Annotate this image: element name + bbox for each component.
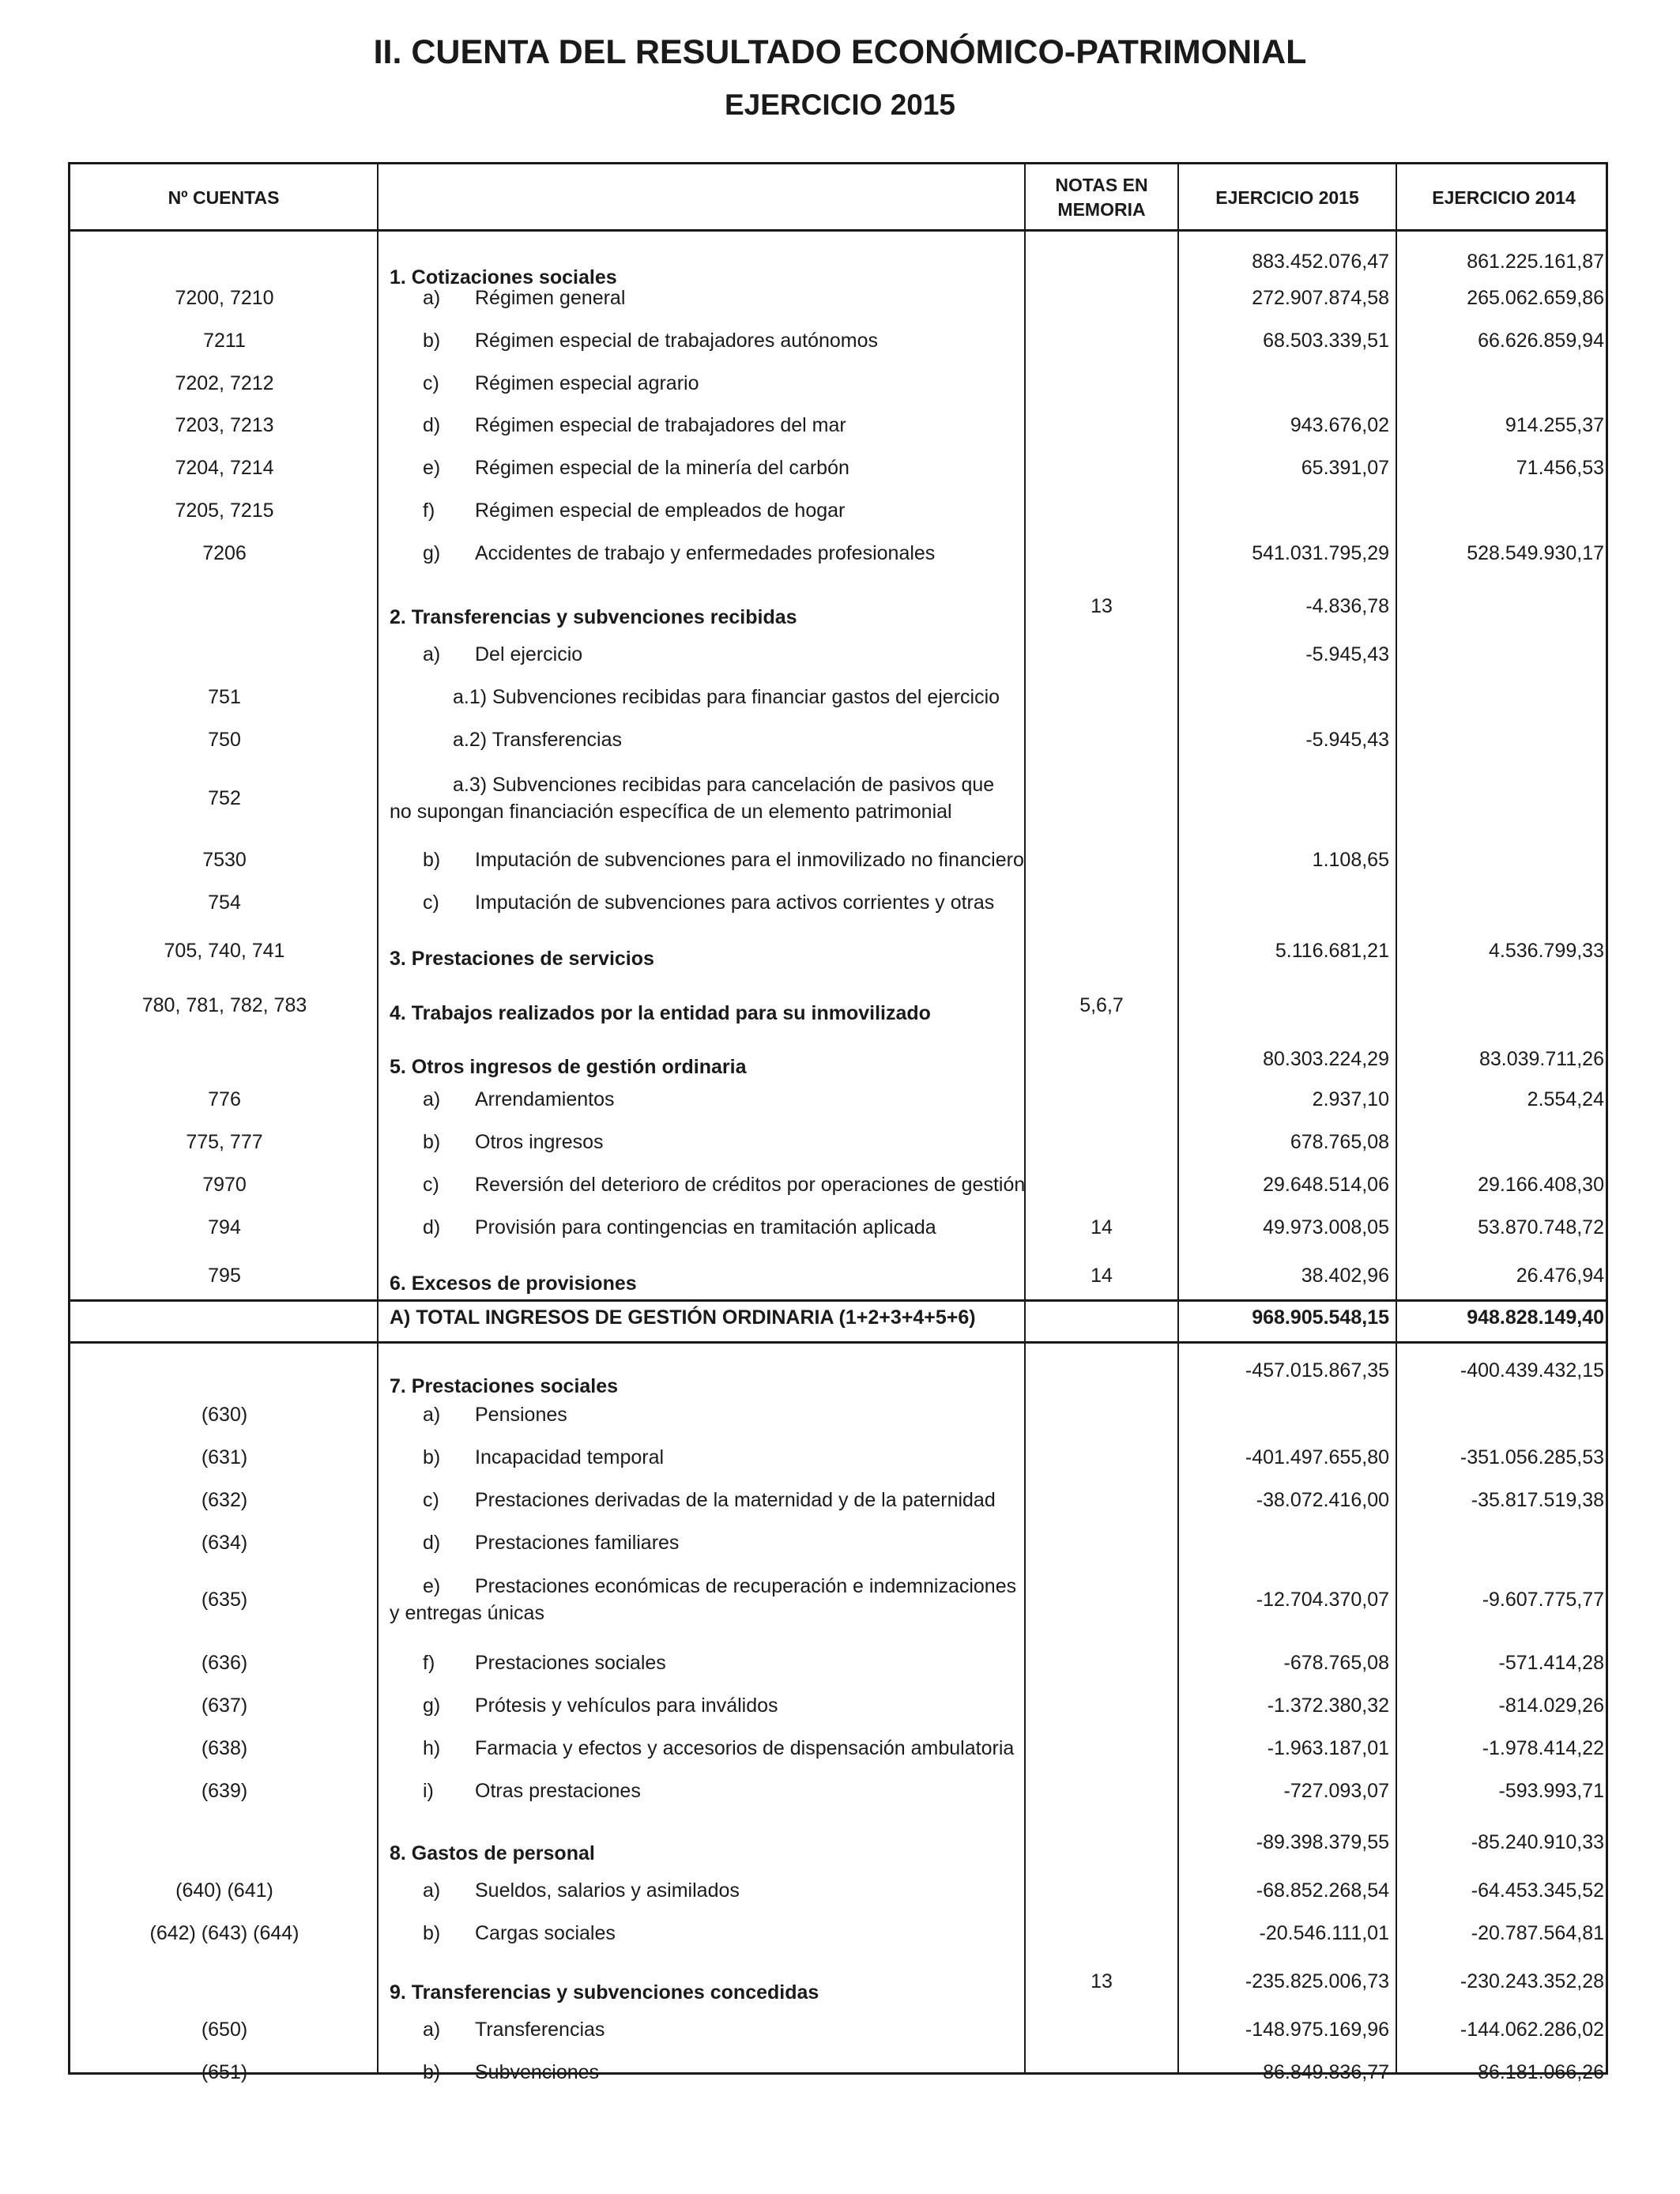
- account-codes: 7204, 7214: [175, 457, 274, 479]
- value-2015: -5.945,43: [1305, 643, 1389, 665]
- value-2014: 914.255,37: [1505, 414, 1604, 436]
- row-description: [383, 684, 1015, 711]
- row-description: [383, 846, 1024, 873]
- account-codes: 7203, 7213: [175, 414, 274, 436]
- item-letter: a): [423, 1404, 441, 1426]
- value-2015: -89.398.379,55: [1256, 1831, 1389, 1853]
- account-codes: (635): [201, 1589, 248, 1611]
- row-description: [383, 1777, 1015, 1804]
- account-codes: 751: [208, 686, 241, 708]
- page-title: II. CUENTA DEL RESULTADO ECONÓMICO-PATRIMONIAL: [373, 33, 1307, 71]
- value-2015: 2.937,10: [1312, 1088, 1389, 1110]
- value-2014: -230.243.352,28: [1460, 1970, 1604, 1992]
- value-2015: 678.765,08: [1290, 1131, 1389, 1153]
- row-description: [383, 1920, 1015, 1947]
- value-2014: -20.787.564,81: [1471, 1922, 1604, 1944]
- item-label-continued: y entregas únicas: [390, 1602, 544, 1624]
- item-letter: a): [423, 643, 441, 665]
- item-letter: a): [423, 287, 441, 309]
- item-label: Prestaciones familiares: [475, 1532, 680, 1554]
- row-description: [383, 604, 1015, 631]
- item-letter: i): [423, 1780, 434, 1802]
- account-codes: (634): [201, 1532, 248, 1554]
- item-letter: b): [423, 1131, 441, 1153]
- item-label: Incapacidad temporal: [475, 1446, 665, 1468]
- item-label: a.1) Subvenciones recibidas para financiar gastos del ejercicio: [453, 686, 1000, 708]
- item-label: 8. Gastos de personal: [390, 1842, 595, 1864]
- row-description: [383, 1573, 1015, 1627]
- item-label: Otras prestaciones: [475, 1780, 641, 1802]
- item-label: Prestaciones sociales: [475, 1652, 666, 1674]
- account-codes: 705, 740, 741: [164, 940, 285, 962]
- value-2014: 26.476,94: [1516, 1265, 1604, 1287]
- row-description: [383, 1054, 1015, 1080]
- value-2015: -38.072.416,00: [1256, 1489, 1389, 1511]
- header-ej2014: EJERCICIO 2014: [1432, 187, 1576, 208]
- item-label: 6. Excesos de provisiones: [390, 1272, 637, 1295]
- value-2014: -400.439.432,15: [1460, 1359, 1604, 1382]
- account-codes: 7206: [202, 542, 247, 564]
- account-codes: 775, 777: [186, 1131, 263, 1153]
- value-2014: -35.817.519,38: [1471, 1489, 1604, 1511]
- row-description: [383, 540, 1015, 567]
- row-description: [383, 1000, 1015, 1027]
- row-description: [383, 1086, 1015, 1113]
- memoria-note: 13: [1090, 1970, 1113, 1992]
- results-table: [68, 162, 1608, 2083]
- row-description: [383, 1270, 1015, 1297]
- row-description: [383, 2016, 1015, 2043]
- value-2014: 861.225.161,87: [1467, 251, 1604, 273]
- item-letter: e): [423, 457, 441, 479]
- value-2014: 2.554,24: [1527, 1088, 1604, 1110]
- item-letter: b): [423, 2061, 441, 2083]
- item-letter: c): [423, 372, 439, 394]
- row-description: [383, 497, 1015, 524]
- value-2015: 38.402,96: [1301, 1265, 1389, 1287]
- item-letter: a): [423, 1088, 441, 1110]
- row-description: [383, 1877, 1015, 1904]
- value-2014: -64.453.345,52: [1471, 1879, 1604, 1902]
- value-2015: 968.905.548,15: [1252, 1306, 1389, 1329]
- value-2015: -1.372.380,32: [1267, 1695, 1389, 1717]
- row-description: [383, 1373, 1015, 1400]
- value-2015: -457.015.867,35: [1245, 1359, 1389, 1382]
- header-cuentas: Nº CUENTAS: [168, 187, 280, 208]
- value-2015: 80.303.224,29: [1263, 1048, 1389, 1070]
- item-label: Otros ingresos: [475, 1131, 604, 1153]
- value-2015: -5.945,43: [1305, 729, 1389, 751]
- item-label: Prestaciones económicas de recuperación e indemnizaciones: [475, 1575, 1017, 1597]
- row-description: [383, 1529, 1015, 1556]
- header-notas: [1026, 164, 1177, 231]
- item-letter: c): [423, 1489, 439, 1511]
- item-label: 1. Cotizaciones sociales: [390, 266, 617, 288]
- account-codes: 794: [208, 1216, 241, 1238]
- row-description: [383, 726, 1015, 753]
- value-2015: -12.704.370,07: [1256, 1589, 1389, 1611]
- item-label: 3. Prestaciones de servicios: [390, 948, 654, 970]
- value-2014: -571.414,28: [1498, 1652, 1604, 1674]
- item-label: Prestaciones derivadas de la maternidad y de la paternidad: [475, 1489, 996, 1511]
- account-codes: (638): [201, 1737, 248, 1759]
- row-description: [383, 641, 1015, 668]
- item-label: 5. Otros ingresos de gestión ordinaria: [390, 1056, 747, 1078]
- item-letter: a): [423, 2019, 441, 2041]
- item-letter: h): [423, 1737, 441, 1759]
- item-letter: b): [423, 1922, 441, 1944]
- account-codes: (636): [201, 1652, 248, 1674]
- row-description: [383, 1487, 1015, 1514]
- row-description: [383, 1444, 1015, 1471]
- account-codes: (642) (643) (644): [149, 1922, 299, 1944]
- column-divider: [1024, 164, 1026, 2072]
- account-codes: (651): [201, 2061, 248, 2083]
- item-label: Sueldos, salarios y asimilados: [475, 1879, 740, 1902]
- item-label: Pensiones: [475, 1404, 567, 1426]
- row-description: [383, 412, 1015, 439]
- item-label: Reversión del deterioro de créditos por operaciones de gestión: [475, 1174, 1026, 1196]
- value-2014: -86.181.066,26: [1471, 2061, 1604, 2083]
- account-codes: (639): [201, 1780, 248, 1802]
- value-2014: -85.240.910,33: [1471, 1831, 1604, 1853]
- value-2015: 49.973.008,05: [1263, 1216, 1389, 1238]
- total-divider-top: [70, 1299, 1606, 1302]
- memoria-note: 14: [1090, 1265, 1113, 1287]
- item-label: Imputación de subvenciones para activos corrientes y otras: [475, 892, 995, 914]
- account-codes: 7200, 7210: [175, 287, 274, 309]
- row-description: [383, 1214, 1015, 1241]
- account-codes: (637): [201, 1695, 248, 1717]
- item-label: a.2) Transferencias: [453, 729, 622, 751]
- item-label: 2. Transferencias y subvenciones recibidas: [390, 606, 797, 628]
- value-2015: -20.546.111,01: [1259, 1922, 1389, 1944]
- item-label: Del ejercicio: [475, 643, 583, 665]
- value-2015: 68.503.339,51: [1263, 330, 1389, 352]
- item-label: Cargas sociales: [475, 1922, 616, 1944]
- item-label: 7. Prestaciones sociales: [390, 1375, 619, 1397]
- item-letter: f): [423, 1652, 435, 1674]
- account-codes: 7211: [203, 330, 246, 352]
- row-description: [383, 1735, 1015, 1762]
- account-codes: 750: [208, 729, 241, 751]
- item-letter: d): [423, 414, 441, 436]
- row-description: [383, 889, 1015, 916]
- value-2014: 4.536.799,33: [1489, 940, 1604, 962]
- account-codes: 7530: [202, 849, 247, 871]
- item-label: a.3) Subvenciones recibidas para cancelación de pasivos que: [453, 774, 995, 796]
- item-letter: d): [423, 1216, 441, 1238]
- item-letter: g): [423, 1695, 441, 1717]
- value-2015: -401.497.655,80: [1245, 1446, 1389, 1468]
- account-codes: (630): [201, 1404, 248, 1426]
- value-2014: 528.549.930,17: [1467, 542, 1604, 564]
- row-description: [383, 1979, 1015, 2006]
- value-2014: -814.029,26: [1498, 1695, 1604, 1717]
- item-label: Transferencias: [475, 2019, 605, 2041]
- value-2014: -593.993,71: [1498, 1780, 1604, 1802]
- row-description: [383, 370, 1015, 397]
- value-2014: -351.056.285,53: [1460, 1446, 1604, 1468]
- item-label: Régimen especial de trabajadores autónomos: [475, 330, 879, 352]
- value-2014: -9.607.775,77: [1482, 1589, 1604, 1611]
- header-ej2015: EJERCICIO 2015: [1215, 187, 1359, 208]
- value-2015: 65.391,07: [1301, 457, 1389, 479]
- value-2014: 29.166.408,30: [1478, 1174, 1604, 1196]
- account-codes: 780, 781, 782, 783: [141, 994, 307, 1016]
- item-letter: d): [423, 1532, 441, 1554]
- memoria-note: 5,6,7: [1079, 994, 1124, 1016]
- header-notas-label: NOTAS EN MEMORIA: [1055, 175, 1148, 220]
- account-codes: 7202, 7212: [175, 372, 274, 394]
- item-label: Régimen especial de empleados de hogar: [475, 499, 846, 522]
- value-2014: 53.870.748,72: [1478, 1216, 1604, 1238]
- value-2015: 1.108,65: [1312, 849, 1389, 871]
- value-2015: 272.907.874,58: [1252, 287, 1389, 309]
- item-label: Farmacia y efectos y accesorios de dispensación ambulatoria: [475, 1737, 1015, 1759]
- account-codes: (640) (641): [175, 1879, 273, 1902]
- item-label: 9. Transferencias y subvenciones concedidas: [390, 1981, 819, 2004]
- item-label: Subvenciones: [475, 2061, 600, 2083]
- account-codes: 795: [208, 1265, 241, 1287]
- item-label: Imputación de subvenciones para el inmovilizado no financiero: [475, 849, 1024, 871]
- value-2014: 71.456,53: [1516, 457, 1604, 479]
- item-label-continued: no supongan financiación específica de un elemento patrimonial: [390, 801, 952, 823]
- value-2014: 265.062.659,86: [1467, 287, 1604, 309]
- item-label: Régimen general: [475, 287, 626, 309]
- account-codes: 752: [208, 787, 241, 809]
- value-2014: -144.062.286,02: [1460, 2019, 1604, 2041]
- item-letter: c): [423, 1174, 439, 1196]
- row-description: [383, 1840, 1015, 1867]
- value-2015: -678.765,08: [1283, 1652, 1389, 1674]
- item-label: Provisión para contingencias en tramitación aplicada: [475, 1216, 936, 1238]
- value-2015: -148.975.169,96: [1245, 2019, 1389, 2041]
- value-2015: -235.825.006,73: [1245, 1970, 1389, 1992]
- row-description: [383, 1401, 1015, 1428]
- row-description: [383, 285, 1015, 311]
- row-description: [383, 1692, 1015, 1719]
- value-2015: -4.836,78: [1305, 595, 1389, 617]
- value-2014: 83.039.711,26: [1478, 1048, 1604, 1070]
- item-label: Accidentes de trabajo y enfermedades profesionales: [475, 542, 936, 564]
- account-codes: (631): [201, 1446, 248, 1468]
- account-codes: (632): [201, 1489, 248, 1511]
- item-letter: e): [423, 1575, 441, 1597]
- value-2015: -86.849.836,77: [1256, 2061, 1389, 2083]
- account-codes: 754: [208, 892, 241, 914]
- item-letter: b): [423, 330, 441, 352]
- item-label: Arrendamientos: [475, 1088, 615, 1110]
- row-description: [383, 945, 1015, 972]
- item-label: A) TOTAL INGRESOS DE GESTIÓN ORDINARIA (1+2+3+4+5+6): [390, 1306, 976, 1329]
- row-description: [383, 771, 1015, 825]
- item-letter: b): [423, 849, 441, 871]
- item-letter: f): [423, 499, 435, 522]
- row-description: [383, 327, 1015, 354]
- item-label: 4. Trabajos realizados por la entidad para su inmovilizado: [390, 1002, 931, 1024]
- item-letter: g): [423, 542, 441, 564]
- account-codes: 7970: [202, 1174, 247, 1196]
- value-2014: -1.978.414,22: [1482, 1737, 1604, 1759]
- value-2015: 541.031.795,29: [1252, 542, 1389, 564]
- value-2014: 948.828.149,40: [1467, 1306, 1604, 1329]
- page-subtitle: EJERCICIO 2015: [724, 89, 956, 121]
- value-2014: 66.626.859,94: [1478, 330, 1604, 352]
- account-codes: (650): [201, 2019, 248, 2041]
- item-label: Régimen especial de la minería del carbón: [475, 457, 849, 479]
- row-description: [383, 1304, 1015, 1331]
- value-2015: 883.452.076,47: [1252, 251, 1389, 273]
- row-description: [383, 1649, 1015, 1676]
- row-description: [383, 454, 1015, 481]
- memoria-note: 13: [1090, 595, 1113, 617]
- row-description: [383, 1129, 1015, 1155]
- value-2015: -727.093,07: [1283, 1780, 1389, 1802]
- value-2015: -68.852.268,54: [1256, 1879, 1389, 1902]
- account-codes: 7205, 7215: [175, 499, 274, 522]
- value-2015: -1.963.187,01: [1267, 1737, 1389, 1759]
- row-description: [383, 2059, 1015, 2086]
- item-label: Régimen especial agrario: [475, 372, 699, 394]
- item-label: Régimen especial de trabajadores del mar: [475, 414, 846, 436]
- item-letter: a): [423, 1879, 441, 1902]
- item-letter: c): [423, 892, 439, 914]
- account-codes: 776: [208, 1088, 241, 1110]
- row-description: [383, 1171, 1026, 1198]
- item-label: Prótesis y vehículos para inválidos: [475, 1695, 778, 1717]
- value-2015: 5.116.681,21: [1275, 940, 1389, 962]
- item-letter: b): [423, 1446, 441, 1468]
- total-divider-bottom: [70, 1341, 1606, 1344]
- value-2015: 943.676,02: [1290, 414, 1389, 436]
- value-2015: 29.648.514,06: [1263, 1174, 1389, 1196]
- memoria-note: 14: [1090, 1216, 1113, 1238]
